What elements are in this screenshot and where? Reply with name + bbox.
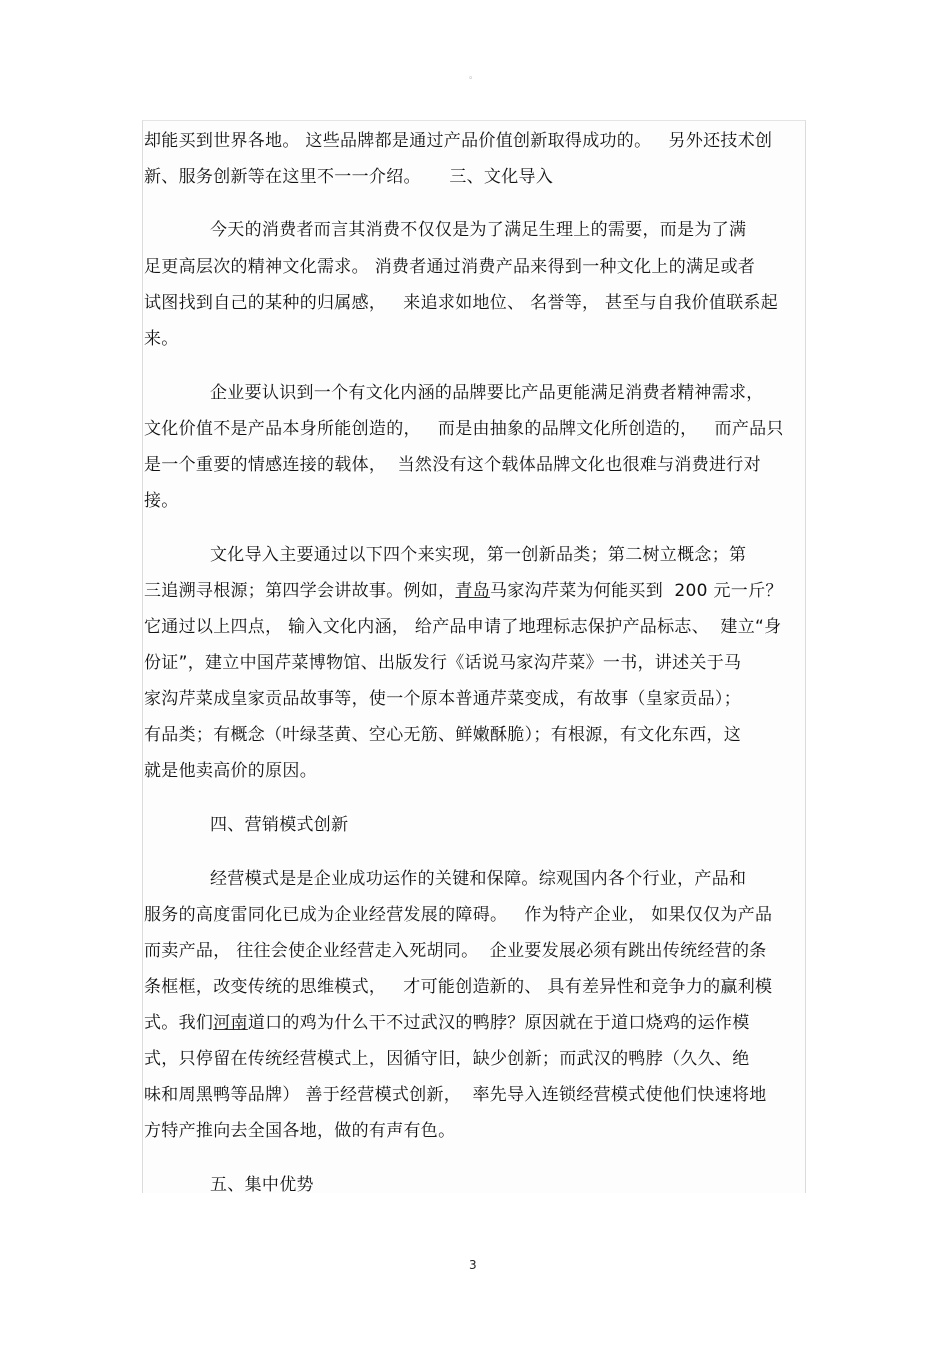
paragraph-line: 试图找到自己的某种的归属感， 来追求如地位、 名誉等， 甚至与自我价值联系起 <box>144 293 779 313</box>
section-heading: 四、营销模式创新 <box>210 815 349 835</box>
line-segment: 马家沟芹菜为何能买到 200 元一斤？ <box>490 581 783 601</box>
section-heading: 五、集中优势 <box>210 1175 314 1195</box>
paragraph-line: 企业要认识到一个有文化内涵的品牌要比产品更能满足消费者精神需求， <box>210 383 764 403</box>
paragraph-line: 味和周黑鸭等品牌） 善于经营模式创新， 率先导入连锁经营模式使他们快速将地 <box>144 1085 767 1105</box>
paragraph-line: 是一个重要的情感连接的载体， 当然没有这个载体品牌文化也很难与消费进行对 <box>144 455 761 475</box>
paragraph-line: 接。 <box>144 491 179 511</box>
paragraph-line: 服务的高度雷同化已成为企业经营发展的障碍。 作为特产企业， 如果仅仅为产品 <box>144 905 773 925</box>
paragraph-line: 条框框，改变传统的思维模式， 才可能创造新的、 具有差异性和竞争力的赢利模 <box>144 977 773 997</box>
paragraph-line: 足更高层次的精神文化需求。 消费者通过消费产品来得到一种文化上的满足或者 <box>144 257 756 277</box>
paragraph-line: 它通过以上四点， 输入文化内涵， 给产品申请了地理标志保护产品标志、 建立“身 <box>144 617 782 637</box>
header-mark: 。 <box>469 71 479 81</box>
paragraph-line: 文化导入主要通过以下四个来实现，第一创新品类；第二树立概念；第 <box>210 545 747 565</box>
paragraph-line: 就是他卖高价的原因。 <box>144 761 317 781</box>
paragraph-line: 却能买到世界各地。 这些品牌都是通过产品价值创新取得成功的。 另外还技术创 <box>144 131 773 151</box>
paragraph-line: 文化价值不是产品本身所能创造的， 而是由抽象的品牌文化所创造的， 而产品只 <box>144 419 784 439</box>
paragraph-line: 方特产推向去全国各地，做的有声有色。 <box>144 1121 456 1141</box>
line-segment: 三追溯寻根源；第四学会讲故事。例如， <box>144 581 456 601</box>
paragraph-line: 家沟芹菜成皇家贡品故事等，使一个原本普通芹菜变成，有故事（皇家贡品）； <box>144 689 741 709</box>
paragraph-line: 份证”，建立中国芹菜博物馆、出版发行《话说马家沟芹菜》一书，讲述关于马 <box>144 653 742 673</box>
paragraph-line: 有品类；有概念（叶绿茎黄、空心无筋、鲜嫩酥脆）；有根源，有文化东西，这 <box>144 725 741 745</box>
paragraph-line: 来。 <box>144 329 179 349</box>
line-segment: 道口的鸡为什么干不过武汉的鸭脖？原因就在于道口烧鸡的运作模 <box>247 1013 750 1033</box>
page-number: 3 <box>469 1258 477 1272</box>
paragraph-line <box>144 1012 750 1034</box>
paragraph-line: 新、服务创新等在这里不一一介绍。 三、文化导入 <box>144 167 554 187</box>
paragraph-line: 式，只停留在传统经营模式上，因循守旧，缺少创新；而武汉的鸭脖（久久、绝 <box>144 1049 750 1069</box>
place-name-henan: 河南 <box>213 1013 248 1033</box>
paragraph-line: 今天的消费者而言其消费不仅仅是为了满足生理上的需要，而是为了满 <box>210 220 747 240</box>
place-name-qingdao: 青岛 <box>455 581 491 601</box>
paragraph-line: 而卖产品， 往往会使企业经营走入死胡同。 企业要发展必须有跳出传统经营的条 <box>144 941 767 961</box>
line-segment: 式。我们 <box>144 1013 214 1033</box>
paragraph-line <box>144 580 783 602</box>
paragraph-line: 经营模式是是企业成功运作的关键和保障。综观国内各个行业，产品和 <box>210 869 747 889</box>
